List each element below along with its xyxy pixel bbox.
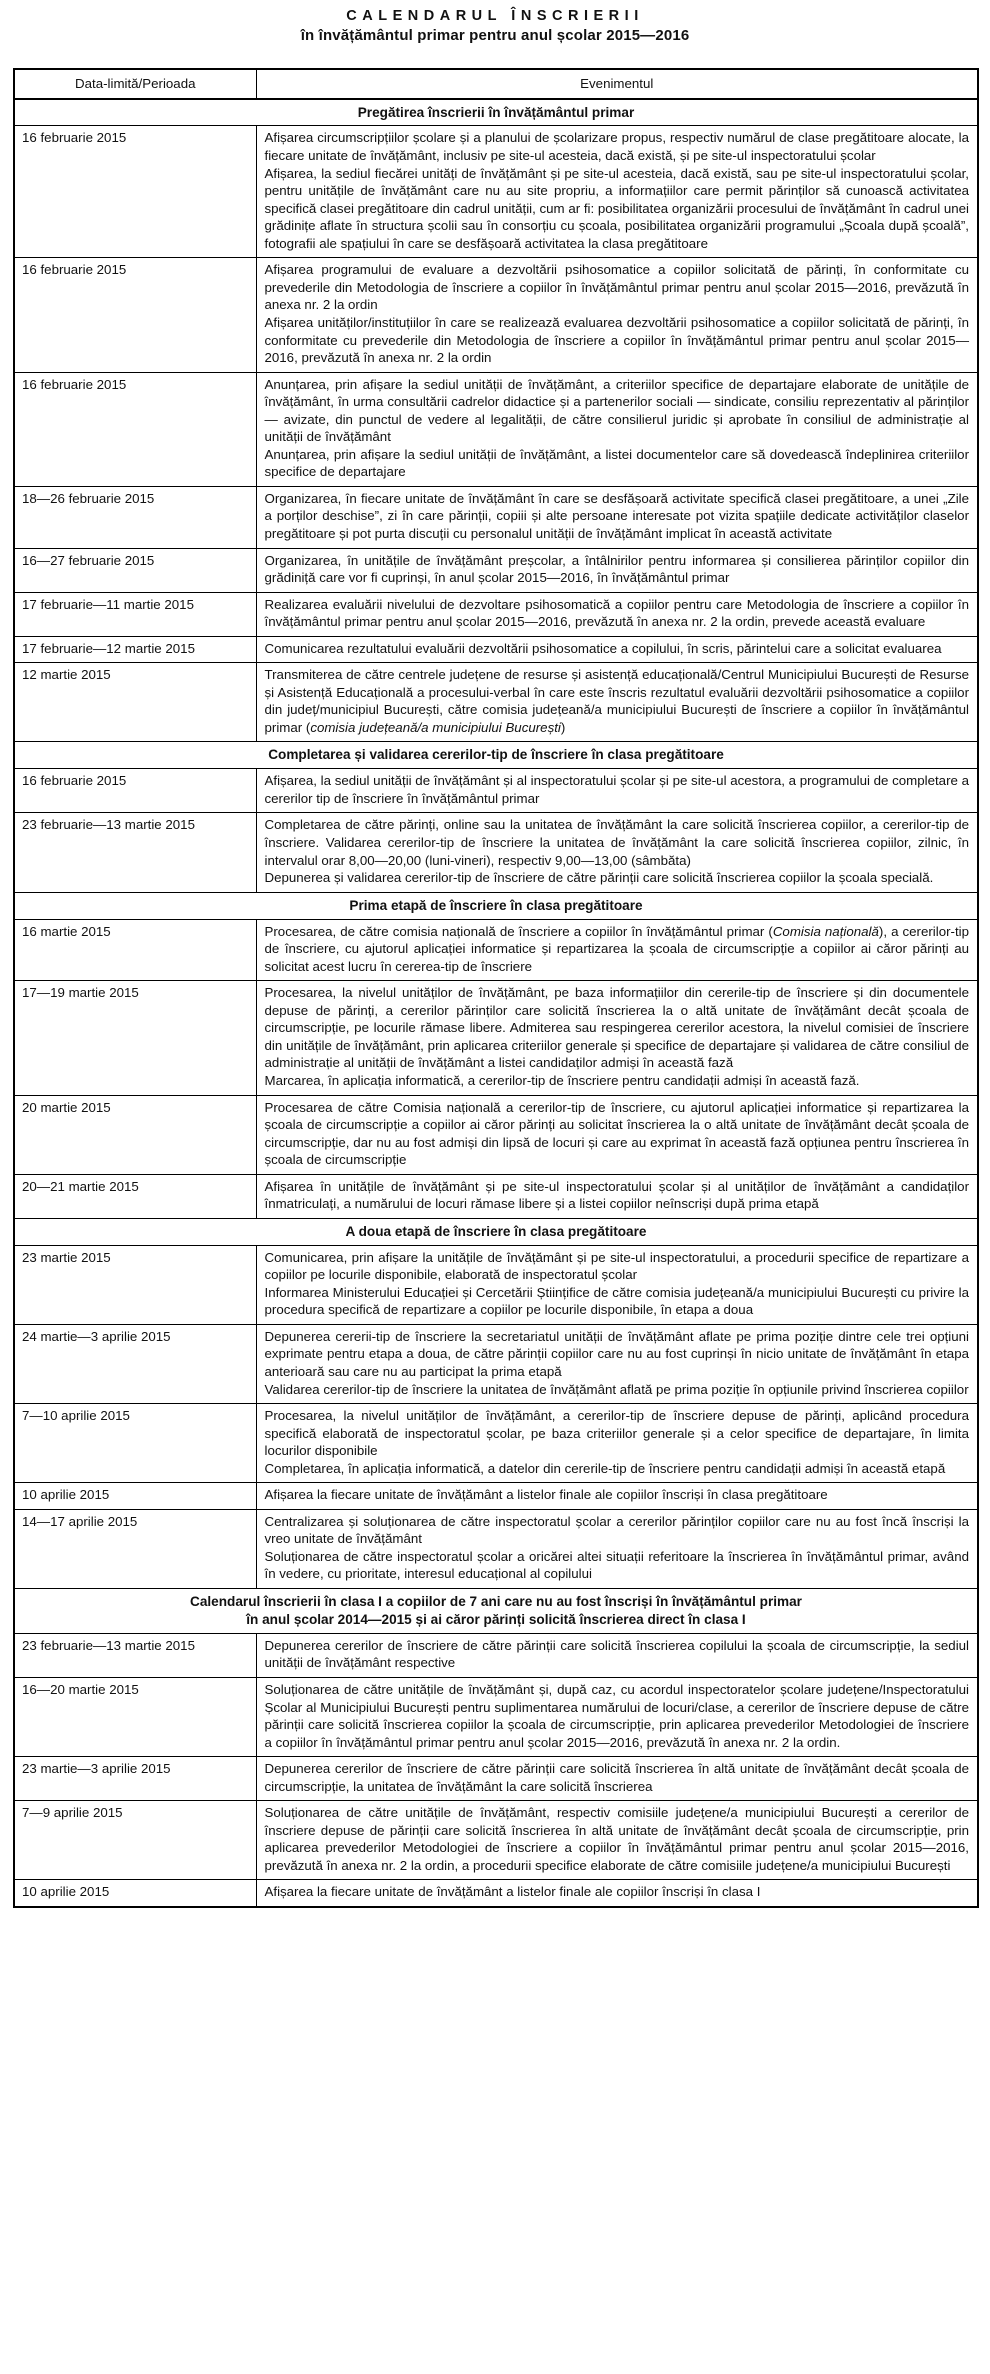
event-text-italic: Comisia națională — [772, 923, 879, 939]
enrollment-calendar-table — [13, 68, 979, 1908]
event-paragraph — [265, 1486, 970, 1504]
table-row — [14, 548, 978, 592]
event-paragraph — [265, 923, 970, 976]
event-paragraph — [265, 869, 970, 887]
section-row — [14, 1589, 978, 1634]
date-cell: 17 februarie—12 martie 2015 — [14, 636, 256, 663]
section-header — [14, 1218, 978, 1245]
document-title-line2: în învățământul primar pentru anul școlar 2015—2016 — [300, 27, 690, 44]
table-row — [14, 1324, 978, 1403]
event-cell — [256, 636, 978, 663]
date-cell: 16 februarie 2015 — [14, 769, 256, 813]
section-title-line: în anul școlar 2014—2015 și ai căror părinți solicită înscrierea direct în clasa I — [246, 1611, 746, 1627]
table-header-row — [14, 69, 978, 99]
date-cell: 16 martie 2015 — [14, 919, 256, 981]
event-cell — [256, 1633, 978, 1677]
event-cell — [256, 1324, 978, 1403]
event-cell — [256, 1245, 978, 1324]
event-text: ), a cererilor-tip de înscriere, cu ajutorul aplicației informatice și repartizarea la școala de circumscripție a copiilor ai căror părinți au solicitat acest lucru în cererea-tip de înscriere — [264, 923, 970, 974]
date-cell: 7—9 aprilie 2015 — [14, 1801, 256, 1880]
event-paragraph — [265, 165, 970, 253]
event-paragraph — [265, 1178, 970, 1213]
event-cell — [256, 372, 978, 486]
table-row — [14, 372, 978, 486]
table-row — [14, 981, 978, 1095]
date-cell: 18—26 februarie 2015 — [14, 486, 256, 548]
event-cell — [256, 1757, 978, 1801]
date-cell: 16—27 februarie 2015 — [14, 548, 256, 592]
table-row — [14, 1509, 978, 1588]
event-text: Afișarea unităților/instituțiilor în care se realizează evaluarea dezvoltării psihosomatice a copiilor solicitată de părinți, în conformitate cu prevederile din Metodologia de înscriere a copiilor în învățământul primar pentru anul școlar 2015—2016, prevăzută în anexa nr. 2 la ordin — [264, 314, 969, 366]
event-text: Soluționarea de către inspectoratul școlar a oricărei altei situații referitoare la înscrierea în învățământul primar, având în vedere, cu prioritate, interesul educațional al copilului — [264, 1548, 969, 1582]
date-cell: 14—17 aprilie 2015 — [14, 1509, 256, 1588]
table-row — [14, 1095, 978, 1174]
event-paragraph — [265, 1883, 970, 1901]
event-text: Soluționarea de către unitățile de învățământ, respectiv comisiile județene/a municipiului București a cererilor de înscriere depuse de părinții care solicită înscrierea în altă unitate de învățământ decât școala de circumscripție, prin aplicarea prevederilor Metodologiei de înscriere a copiilor în învățământul primar pentru anul școlar 2015—2016, prevăzută în anexa nr. 2 la ordin, a procedurii specifice elaborate de către comisiile județene/a municipiului București — [264, 1805, 969, 1873]
event-cell — [256, 592, 978, 636]
document-title-line1: CALENDARUL ÎNSCRIERII — [346, 8, 644, 24]
event-paragraph — [265, 314, 970, 367]
event-paragraph — [265, 1099, 970, 1169]
event-text: Centralizarea și soluționarea de către inspectoratul școlar a cererilor părinților copiilor care nu au fost încă înscriși la vreo unitate de învățământ — [264, 1513, 969, 1547]
event-cell — [256, 258, 978, 372]
event-cell — [256, 126, 978, 258]
event-paragraph — [265, 1381, 970, 1399]
table-row — [14, 1880, 978, 1907]
table-row — [14, 592, 978, 636]
event-text: Procesarea, de către comisia națională de înscriere a copiilor în învățământul primar ( — [264, 923, 773, 939]
table-row — [14, 1633, 978, 1677]
event-paragraph — [265, 1804, 970, 1874]
event-text: Marcarea, în aplicația informatică, a cererilor-tip de înscriere pentru candidații admiși în această fază. — [264, 1072, 860, 1088]
event-paragraph — [265, 596, 970, 631]
section-header — [14, 99, 978, 126]
event-text: Afișarea la fiecare unitate de învățământ a listelor finale ale copiilor înscriși în clasa pregătitoare — [264, 1487, 828, 1503]
event-text: Afișarea, la sediul fiecărei unități de învățământ și pe site-ul acesteia, dacă există, sau pe site-ul inspectoratului școlar, pentru unitățile de învățământ care nu au site propriu, a informațiilor care permit părinților să cunoască activitatea specifică clasei pregătitoare din cadrul unității, cum ar fi: posibilitatea organizării procesului de învățământ în cadrul unei grădinițe aflate în structura școlii sau în consorțiu cu școala, posibilitatea organizării programului „Școala după școală”, fotografii ale spațiului în care se desfășoară activitatea la clasa pregătitoare — [264, 165, 969, 251]
event-paragraph — [265, 1328, 970, 1381]
section-title-line: Calendarul înscrierii în clasa I a copiilor de 7 ani care nu au fost înscriși în învățământul primar — [190, 1594, 802, 1610]
date-cell: 10 aprilie 2015 — [14, 1880, 256, 1907]
event-text: Afișarea, la sediul unității de învățământ și al inspectoratului școlar și pe site-ul acestora, a programului de completare a cererilor tip de înscriere în învățământul primar — [264, 773, 969, 806]
date-cell: 24 martie—3 aprilie 2015 — [14, 1324, 256, 1403]
section-title-line: Pregătirea înscrierii în învățământul primar — [357, 104, 635, 120]
table-row — [14, 1174, 978, 1218]
table-row — [14, 486, 978, 548]
table-row — [14, 258, 978, 372]
table-row — [14, 1483, 978, 1510]
table-row — [14, 813, 978, 892]
table-row — [14, 919, 978, 981]
event-text: Depunerea cererii-tip de înscriere la secretariatul unității de învățământ aflate pe prima poziție dintre cele trei opțiuni exprimate pentru etapa a doua, de către părinții copiilor care nu au fost cuprinși în nicio unitate de învățământ în etapa anterioară sau care nu au participat la prima etapă — [264, 1328, 969, 1380]
section-row — [14, 99, 978, 126]
date-cell: 23 martie—3 aprilie 2015 — [14, 1757, 256, 1801]
event-paragraph — [265, 552, 970, 587]
event-cell — [256, 769, 978, 813]
event-text: Organizarea, în unitățile de învățământ preșcolar, a întâlnirilor pentru informarea și consilierea părinților copiilor din grădiniță care vor fi cuprinși, în anul școlar 2015—2016, în învățământul primar — [264, 552, 969, 586]
table-row — [14, 636, 978, 663]
event-cell — [256, 1404, 978, 1483]
table-row — [14, 1245, 978, 1324]
date-cell: 16 februarie 2015 — [14, 372, 256, 486]
event-text: Afișarea circumscripțiilor școlare și a planului de școlarizare propus, respectiv numărul de clase pregătitoare alocate, la fiecare unitate de învățământ, inclusiv pe site-ul acesteia, dacă există, și pe site-ul inspectoratului școlar — [264, 130, 969, 164]
event-text: Afișarea la fiecare unitate de învățământ a listelor finale ale copiilor înscriși în clasa I — [264, 1884, 761, 1900]
date-cell: 17—19 martie 2015 — [14, 981, 256, 1095]
section-title-line: Prima etapă de înscriere în clasa pregătitoare — [349, 897, 643, 913]
event-paragraph — [265, 1072, 970, 1090]
event-text-italic: comisia județeană/a municipiului București — [310, 719, 561, 735]
section-title-line: Completarea și validarea cererilor-tip de înscriere în clasa pregătitoare — [268, 747, 724, 763]
event-text: Afișarea în unitățile de învățământ și pe site-ul inspectoratului școlar și al unităților de învățământ a candidaților înmatriculați, a numărului de locuri rămase libere și a listei copiilor neînscriși după prima etapă — [264, 1178, 969, 1212]
column-header-event: Evenimentul — [256, 69, 978, 99]
date-cell: 12 martie 2015 — [14, 663, 256, 742]
event-text: Comunicarea, prin afișare la unitățile de învățământ și pe site-ul inspectoratului, a procedurii specifice de repartizare a copiilor pe locurile disponibile, elaborată de inspectoratul școlar — [264, 1249, 969, 1283]
date-cell: 16 februarie 2015 — [14, 258, 256, 372]
event-text: Depunerea cererilor de înscriere de către părinții care solicită înscrierea în altă unitate de învățământ decât școala de circumscripție, la unitatea de învățământ la care solicită înscrierea — [264, 1761, 969, 1794]
event-text: ) — [560, 719, 566, 735]
event-cell — [256, 1095, 978, 1174]
date-cell: 23 februarie—13 martie 2015 — [14, 813, 256, 892]
event-paragraph — [265, 1548, 970, 1583]
date-cell: 20—21 martie 2015 — [14, 1174, 256, 1218]
event-text: Depunerea cererilor de înscriere de către părinții care solicită înscrierea copilului la școala de circumscripție, la sediul unității de învățământ respective — [264, 1637, 969, 1671]
section-title-line: A doua etapă de înscriere în clasa pregătitoare — [345, 1223, 647, 1239]
section-header — [14, 1589, 978, 1634]
event-cell — [256, 1174, 978, 1218]
event-text: Realizarea evaluării nivelului de dezvoltare psihosomatică a copiilor pentru care Metodologia de înscriere a copiilor în învățământul primar pentru anul școlar 2015—2016, prevăzută în anexa nr. 2 la ordin, prevede această evaluare — [264, 596, 969, 630]
event-text: Procesarea de către Comisia națională a cererilor-tip de înscriere, cu ajutorul aplicației informatice și repartizarea la școala de circumscripție a copiilor ai căror părinți au solicitat înscrierea la o altă unitate de învățământ decât școala de circumscripție, dar nu au fost admiși din lipsă de locuri și care au exprimat în această fază opțiunea pentru înscrierea în școala de circumscripție — [264, 1099, 969, 1168]
event-cell — [256, 1483, 978, 1510]
event-paragraph — [265, 1760, 970, 1795]
event-text: Validarea cererilor-tip de înscriere la unitatea de învățământ aflată pe prima poziție în opțiunile privind înscrierea copiilor — [264, 1381, 969, 1397]
table-row — [14, 1404, 978, 1483]
event-paragraph — [265, 772, 970, 807]
event-paragraph — [265, 446, 970, 481]
event-text: Completarea de către părinți, online sau la unitatea de învățământ la care solicită înscrierea copiilor, a cererilor-tip de înscriere. Validarea cererilor-tip de înscriere la unitatea de învățământ la care solicită înscrierea copiilor, zilnic, în intervalul orar 8,00—20,00 (luni-vineri), respectiv 9,00—13,00 (sâmbăta) — [264, 817, 969, 868]
event-paragraph — [265, 1681, 970, 1751]
calendar-table-body — [14, 99, 978, 1907]
event-paragraph — [265, 1284, 970, 1319]
event-text: Depunerea și validarea cererilor-tip de înscriere de către părinții care solicită înscrierea copiilor la școala specială. — [264, 870, 934, 886]
event-text: Anunțarea, prin afișare la sediul unității de învățământ, a criteriilor specifice de departajare elaborate de unitățile de învățământ, în urma consultării cadrelor didactice și a partenerilor sociali — sindicate, consiliu reprezentativ al părinților — avizate, din punctul de vedere al legalității, de către consilierul juridic și aprobate în consiliul de administrație al unității de învățământ — [264, 376, 969, 445]
section-header — [14, 742, 978, 769]
section-row — [14, 1218, 978, 1245]
event-paragraph — [265, 1460, 970, 1478]
event-text: Anunțarea, prin afișare la sediul unității de învățământ, a listei documentelor care să dovedească îndeplinirea criteriilor specifice de departajare — [264, 446, 969, 480]
date-cell: 17 februarie—11 martie 2015 — [14, 592, 256, 636]
event-paragraph — [265, 640, 970, 658]
event-text: Procesarea, la nivelul unităților de învățământ, pe baza informațiilor din cererile-tip de înscriere și din documentele depuse de părinți, a cererilor părinților care solicită înscrierea la o altă unitate de învățământ decât școala de circumscripție, pe locurile rămase libere. Admiterea sau respingerea cererilor acestora, la nivelul comisiei de înscriere din unitățile de învățământ, prin aplicarea criteriilor generale și specifice de departajare și validarea de către consiliul de administrație al unității de învățământ a listei candidaților admiși în această fază — [264, 985, 969, 1071]
date-cell: 20 martie 2015 — [14, 1095, 256, 1174]
event-paragraph — [265, 1513, 970, 1548]
table-row — [14, 1801, 978, 1880]
event-cell — [256, 813, 978, 892]
event-cell — [256, 919, 978, 981]
event-paragraph — [265, 490, 970, 543]
event-cell — [256, 1509, 978, 1588]
table-row — [14, 1678, 978, 1757]
table-row — [14, 1757, 978, 1801]
event-paragraph — [265, 129, 970, 164]
table-row — [14, 769, 978, 813]
section-row — [14, 892, 978, 919]
event-text: Informarea Ministerului Educației și Cercetării Științifice de către comisia județeană/a municipiului București cu privire la procedura specifică de repartizare a copiilor pe locurile disponibile, în etapa a doua — [264, 1284, 969, 1318]
date-cell: 23 februarie—13 martie 2015 — [14, 1633, 256, 1677]
event-cell — [256, 1880, 978, 1907]
table-row — [14, 126, 978, 258]
event-text: Afișarea programului de evaluare a dezvoltării psihosomatice a copiilor solicitată de părinți, în conformitate cu prevederile din Metodologia de înscriere a copiilor în învățământul primar pentru anul școlar 2015—2016, prevăzută în anexa nr. 2 la ordin — [264, 262, 969, 313]
date-cell: 7—10 aprilie 2015 — [14, 1404, 256, 1483]
event-text: Comunicarea rezultatului evaluării dezvoltării psihosomatice a copilului, în scris, părintelui care a solicitat evaluarea — [264, 640, 942, 656]
event-cell — [256, 981, 978, 1095]
event-paragraph — [265, 816, 970, 869]
event-cell — [256, 486, 978, 548]
date-cell: 16—20 martie 2015 — [14, 1678, 256, 1757]
event-text: Transmiterea de către centrele județene de resurse și asistență educațională/Centrul Municipiului București de Resurse și Asistență Educațională a procesului-verbal în care este înscris rezultatul evaluării dezvoltării psihosomatice a copiilor din județ/municipiul București, către comisia județeană/a municipiului București de înscriere a copiilor în învățământul primar ( — [264, 667, 969, 735]
section-header — [14, 892, 978, 919]
event-text: Organizarea, în fiecare unitate de învățământ în care se desfășoară activitate specifică clasei pregătitoare, a unei „Zile a porților deschise”, zi în care părinții, copiii și alte persoane interesate pot vizita spațiile dedicate activităților claselor pregătitoare și pot purta discuții cu personalul unității de învățământ implicat în această activitate — [264, 490, 969, 541]
event-text: Procesarea, la nivelul unităților de învățământ, a cererilor-tip de înscriere depuse de părinți, aplicând procedura specifică elaborată de inspectoratul școlar, pe baza criteriilor generale și a celor specifice de departajare, în limita locurilor disponibile — [264, 1408, 969, 1459]
event-cell — [256, 1678, 978, 1757]
event-paragraph — [265, 376, 970, 446]
event-cell — [256, 1801, 978, 1880]
event-paragraph — [265, 1407, 970, 1460]
date-cell: 23 martie 2015 — [14, 1245, 256, 1324]
event-paragraph — [265, 1637, 970, 1672]
column-header-date: Data-limită/Perioada — [14, 69, 256, 99]
event-cell — [256, 663, 978, 742]
date-cell: 10 aprilie 2015 — [14, 1483, 256, 1510]
event-text: Completarea, în aplicația informatică, a datelor din cererile-tip de înscriere pentru candidații admiși în această etapă — [264, 1460, 946, 1476]
table-row — [14, 663, 978, 742]
event-paragraph — [265, 1249, 970, 1284]
event-paragraph — [265, 666, 970, 736]
date-cell: 16 februarie 2015 — [14, 126, 256, 258]
event-paragraph — [265, 984, 970, 1072]
event-paragraph — [265, 261, 970, 314]
section-row — [14, 742, 978, 769]
event-cell — [256, 548, 978, 592]
event-text: Soluționarea de către unitățile de învățământ și, după caz, cu acordul inspectoratelor școlare județene/Inspectoratului Școlar al Municipiului București pentru suplimentarea numărului de locuri/clase, a cererilor de înscriere depuse de către părinții care solicită înscrierea copiilor la școala de circumscripție, prin aplicarea prevederilor Metodologiei de înscriere a copiilor în învățământul primar pentru anul școlar 2015—2016, prevăzută în anexa nr. 2 la ordin. — [264, 1682, 969, 1750]
